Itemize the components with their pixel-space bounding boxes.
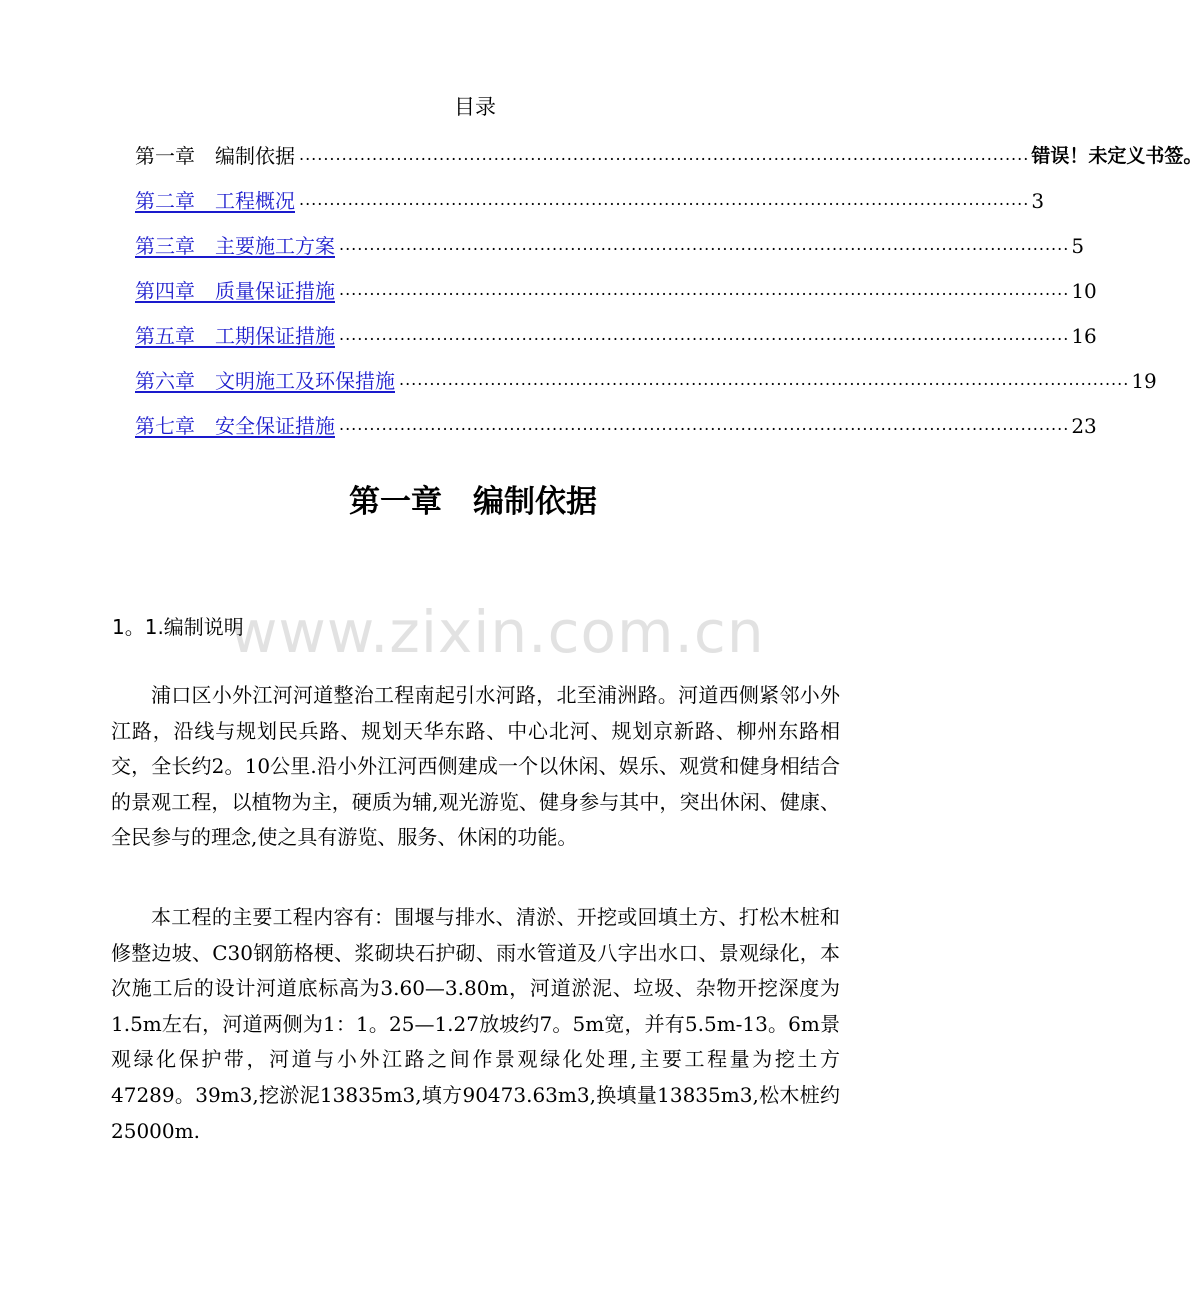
toc-leader-dots: ........................................................................................................................ — [299, 190, 1030, 209]
toc-entry-chapter-6[interactable] — [135, 363, 1157, 395]
toc-leader-dots: ........................................................................................................................ — [299, 145, 1030, 164]
toc-page-number: 19 — [1131, 369, 1157, 393]
toc-entry-link[interactable]: 第五章 工期保证措施 — [135, 324, 335, 348]
toc-entry-chapter-2[interactable] — [135, 183, 1045, 215]
toc-bookmark-error: 错误！未定义书签。 — [1031, 145, 1202, 167]
chapter-heading: 第一章 编制依据 — [349, 484, 597, 520]
toc-leader-dots: ........................................................................................................................ — [339, 325, 1070, 344]
toc-entry-label: 第一章 编制依据 — [135, 144, 295, 168]
toc-page-number: 3 — [1031, 189, 1045, 213]
toc-entry-chapter-7[interactable] — [135, 408, 1097, 440]
toc-entry-link[interactable]: 第二章 工程概况 — [135, 189, 295, 213]
toc-leader-dots: ........................................................................................................................ — [339, 280, 1070, 299]
toc-entry-link[interactable]: 第六章 文明施工及环保措施 — [135, 369, 395, 393]
body-paragraph: 浦口区小外江河河道整治工程南起引水河路，北至浦洲路。河道西侧紧邻小外江路，沿线与规划民兵路、规划天华东路、中心北河、规划京新路、柳州东路相交，全长约2。10公里.沿小外江河西侧建成一个以休闲、娱乐、观赏和健身相结合的景观工程，以植物为主，硬质为辅,观光游览、健身参与其中，突出休闲、健康、全民参与的理念,使之具有游览、服务、休闲的功能。 — [111, 683, 840, 850]
watermark: www.zixin.com.cn — [230, 598, 765, 666]
section-heading: 1。1.编制说明 — [112, 615, 244, 639]
body-paragraph: 本工程的主要工程内容有：围堰与排水、清淤、开挖或回填土方、打松木桩和修整边坡、C30钢筋格梗、浆砌块石护砌、雨水管道及八字出水口、景观绿化，本次施工后的设计河道底标高为3.60—3.80m，河道淤泥、垃圾、杂物开挖深度为1.5m左右，河道两侧为1：1。25—1.27放坡约7。5m宽，并有5.5m-13。6m景观绿化保护带，河道与小外江路之间作景观绿化处理,主要工程量为挖土方47289。39m3,挖淤泥13835m3,填方90473.63m3,换填量13835m3,松木桩约25000m. — [111, 905, 840, 1143]
toc-leader-dots: ........................................................................................................................ — [399, 370, 1130, 389]
toc-entry-link[interactable]: 第四章 质量保证措施 — [135, 279, 335, 303]
toc-entry-link[interactable]: 第七章 安全保证措施 — [135, 414, 335, 438]
toc-entry-chapter-1 — [135, 138, 1202, 170]
toc-title: 目录 — [454, 95, 496, 119]
toc-entry-chapter-3[interactable] — [135, 228, 1085, 260]
toc-leader-dots: ........................................................................................................................ — [339, 235, 1070, 254]
toc-page-number: 10 — [1071, 279, 1097, 303]
toc-page-number: 16 — [1071, 324, 1097, 348]
toc-page-number: 23 — [1071, 414, 1097, 438]
toc-page-number: 5 — [1071, 234, 1085, 258]
toc-entry-chapter-4[interactable] — [135, 273, 1097, 305]
toc-entry-chapter-5[interactable] — [135, 318, 1097, 350]
toc-leader-dots: ........................................................................................................................ — [339, 415, 1070, 434]
toc-entry-link[interactable]: 第三章 主要施工方案 — [135, 234, 335, 258]
